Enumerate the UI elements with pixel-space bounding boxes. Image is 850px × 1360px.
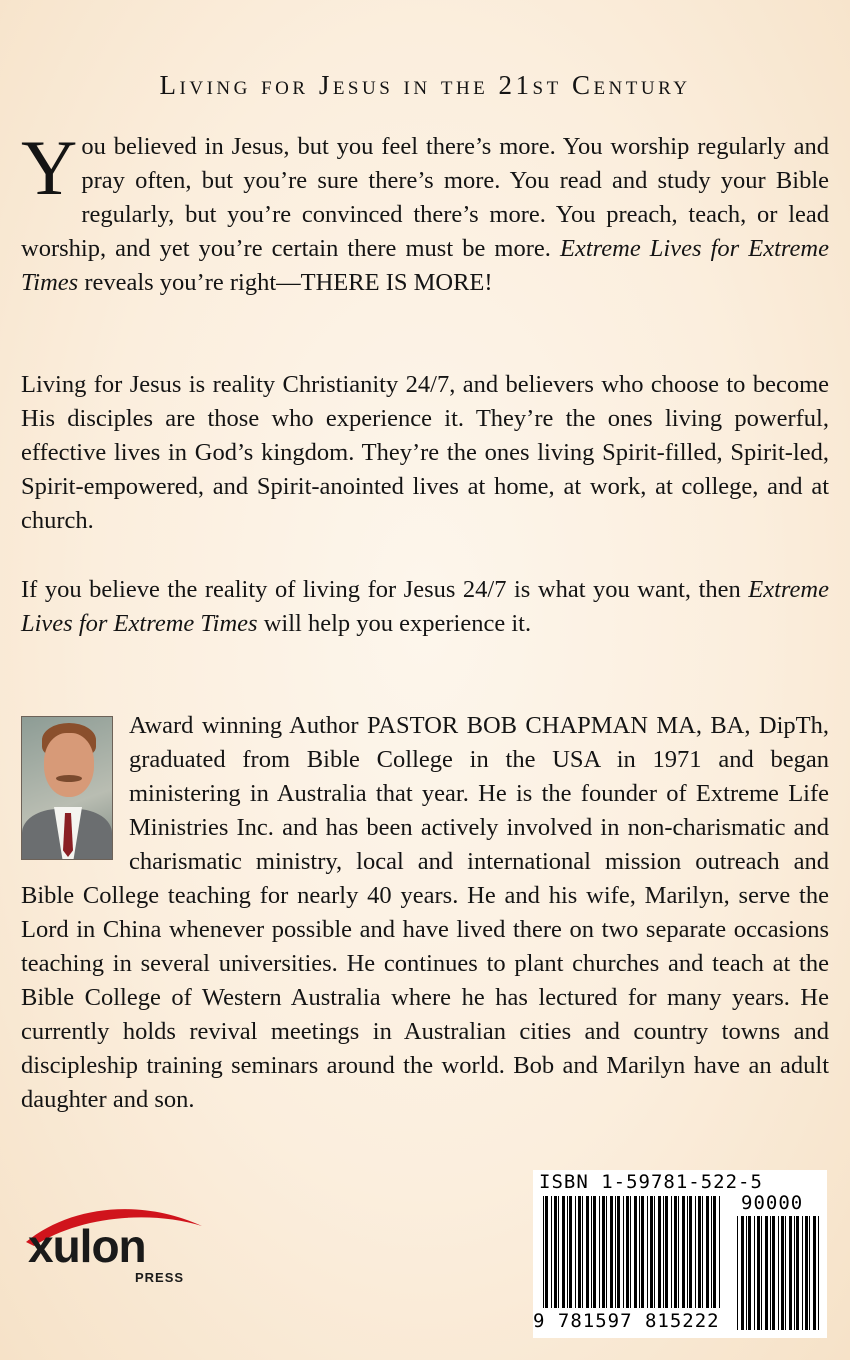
p3-text-a: If you believe the reality of living for Jesus 24/7 is what you want, then xyxy=(21,576,749,603)
body-paragraph-3 xyxy=(21,573,829,641)
author-bio-text: Award winning Author PASTOR BOB CHAPMAN MA, BA, DipTh, graduated from Bible College in the USA in 1971 and began ministering in Australia that year. He is the founder of Extreme Life Ministries Inc. and has been actively involved in non-charismatic and charismatic ministry, local and international mission outreach and Bible College teaching for nearly 40 years. He and his wife, Marilyn, serve the Lord in China whenever possible and have lived there on two separate occasions teaching in several universities. He continues to plant churches and teach at the Bible College of Western Australia where he has lectured for many years. He currently holds revival meetings in Australian cities and country towns and discipleship training seminars around the world. Bob and Marilyn have an adult daughter and son. xyxy=(21,712,829,1113)
drop-cap: Y xyxy=(21,124,78,211)
price-code: 90000 xyxy=(741,1192,804,1214)
author-photo xyxy=(21,716,113,860)
intro-text-b: reveals you’re right—THERE IS MORE! xyxy=(78,269,493,296)
barcode-bars-icon xyxy=(543,1196,723,1308)
page-title: Living for Jesus in the 21st Century xyxy=(159,70,691,100)
isbn-barcode xyxy=(533,1170,827,1338)
publisher-name: xulon xyxy=(28,1220,146,1272)
publisher-logo xyxy=(20,1196,210,1286)
book-title-italic: Extreme Lives for Extreme Times xyxy=(21,235,829,296)
p3-text-b: will help you experience it. xyxy=(257,610,532,637)
author-bio xyxy=(21,709,829,1117)
intro-paragraph xyxy=(21,124,829,300)
body-paragraph-2: Living for Jesus is reality Christianity 24/7, and believers who choose to become His disciples are those who experience it. They’re the ones living powerful, effective lives in God’s kingdom. They’re the ones living Spirit-filled, Spirit-led, Spirit-empowered, and Spirit-anointed lives at home, at work, at college, and at church. xyxy=(21,371,829,534)
publisher-tagline: PRESS xyxy=(135,1270,185,1285)
intro-text-a: ou believed in Jesus, but you feel there’s more. You worship regularly and pray often, but you’re sure there’s more. You read and study your Bible regularly, but you’re convinced there’s more. You preach, teach, or lead worship, and yet you’re certain there must be more. xyxy=(21,133,829,262)
isbn-number: ISBN 1-59781-522-5 xyxy=(539,1171,763,1193)
addon-bars-icon xyxy=(737,1216,821,1330)
ean-number: 9 781597 815222 xyxy=(533,1310,720,1332)
book-title-italic-2: Extreme Lives for Extreme Times xyxy=(21,576,829,637)
